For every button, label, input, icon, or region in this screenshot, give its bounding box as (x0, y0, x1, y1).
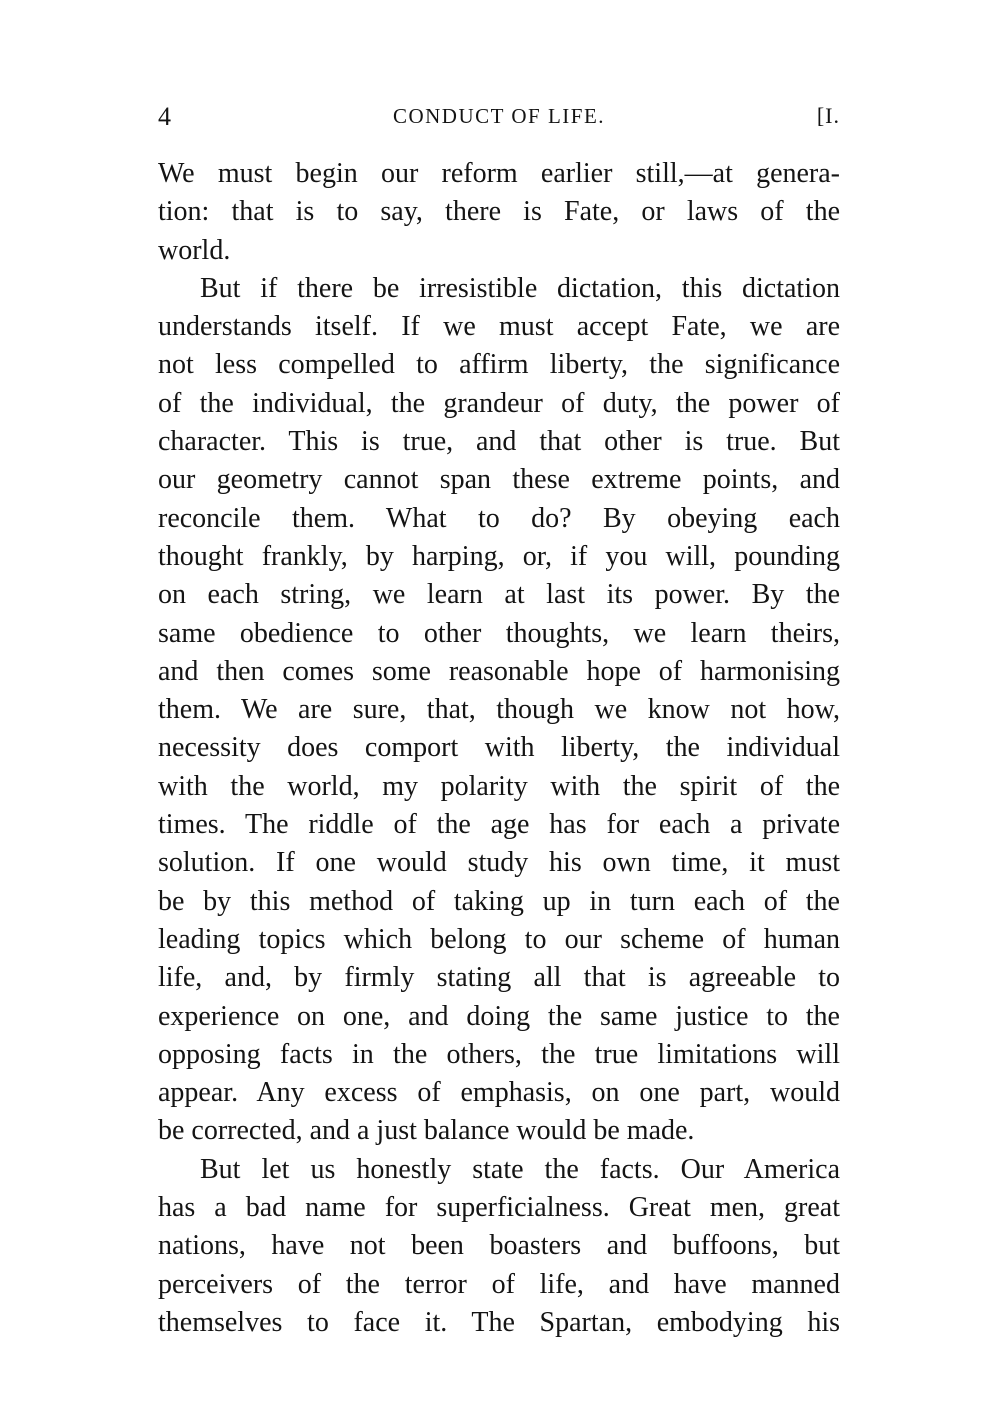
page-number: 4 (158, 102, 173, 131)
text-line: opposing facts in the others, the true limitations will (158, 1038, 840, 1070)
text-line: experience on one, and doing the same justice to the (158, 1000, 840, 1032)
text-line: solution. If one would study his own time, it must (158, 847, 840, 879)
text-line: on each string, we learn at last its power. By the (158, 579, 840, 611)
text-line: world. (158, 234, 231, 266)
text-line: leading topics which belong to our scheme of human (158, 923, 840, 955)
body-text (158, 155, 840, 1342)
text-line: and then comes some reasonable hope of harmonising (158, 655, 840, 687)
text-line: be by this method of taking up in turn each of the (158, 885, 840, 917)
text-line: nations, have not been boasters and buffoons, but (158, 1230, 840, 1262)
text-line: character. This is true, and that other is true. But (158, 426, 840, 458)
text-line: necessity does comport with liberty, the individual (158, 732, 840, 764)
paragraph-start-line: But if there be irresistible dictation, this dictation (200, 272, 840, 304)
text-line: of the individual, the grandeur of duty, the power of (158, 387, 840, 419)
text-line: understands itself. If we must accept Fate, we are (158, 311, 840, 343)
text-line: appear. Any excess of emphasis, on one part, would (158, 1077, 840, 1109)
text-line: tion: that is to say, there is Fate, or laws of the (158, 196, 840, 228)
text-line: themselves to face it. The Spartan, embodying his (158, 1306, 840, 1338)
text-line: them. We are sure, that, though we know not how, (158, 694, 840, 726)
text-line: life, and, by firmly stating all that is agreeable to (158, 962, 840, 994)
text-line: our geometry cannot span these extreme points, and (158, 464, 840, 496)
text-line: same obedience to other thoughts, we learn theirs, (158, 617, 840, 649)
text-line: thought frankly, by harping, or, if you will, pounding (158, 540, 840, 572)
running-title: CONDUCT OF LIFE. (392, 104, 606, 128)
text-line: has a bad name for superficialness. Great men, great (158, 1192, 840, 1224)
text-line: with the world, my polarity with the spirit of the (158, 770, 840, 802)
text-line: reconcile them. What to do? By obeying each (158, 502, 840, 534)
text-line: perceivers of the terror of life, and have manned (158, 1268, 840, 1300)
text-line: be corrected, and a just balance would be made. (158, 1115, 695, 1147)
chapter-mark: [I. (816, 103, 840, 128)
paragraph-start-line: But let us honestly state the facts. Our America (200, 1153, 840, 1185)
running-head (158, 100, 840, 136)
text-line: We must begin our reform earlier still,—at genera- (158, 158, 840, 189)
text-line: not less compelled to affirm liberty, the significance (158, 349, 840, 381)
text-line: times. The riddle of the age has for each a private (158, 809, 840, 841)
